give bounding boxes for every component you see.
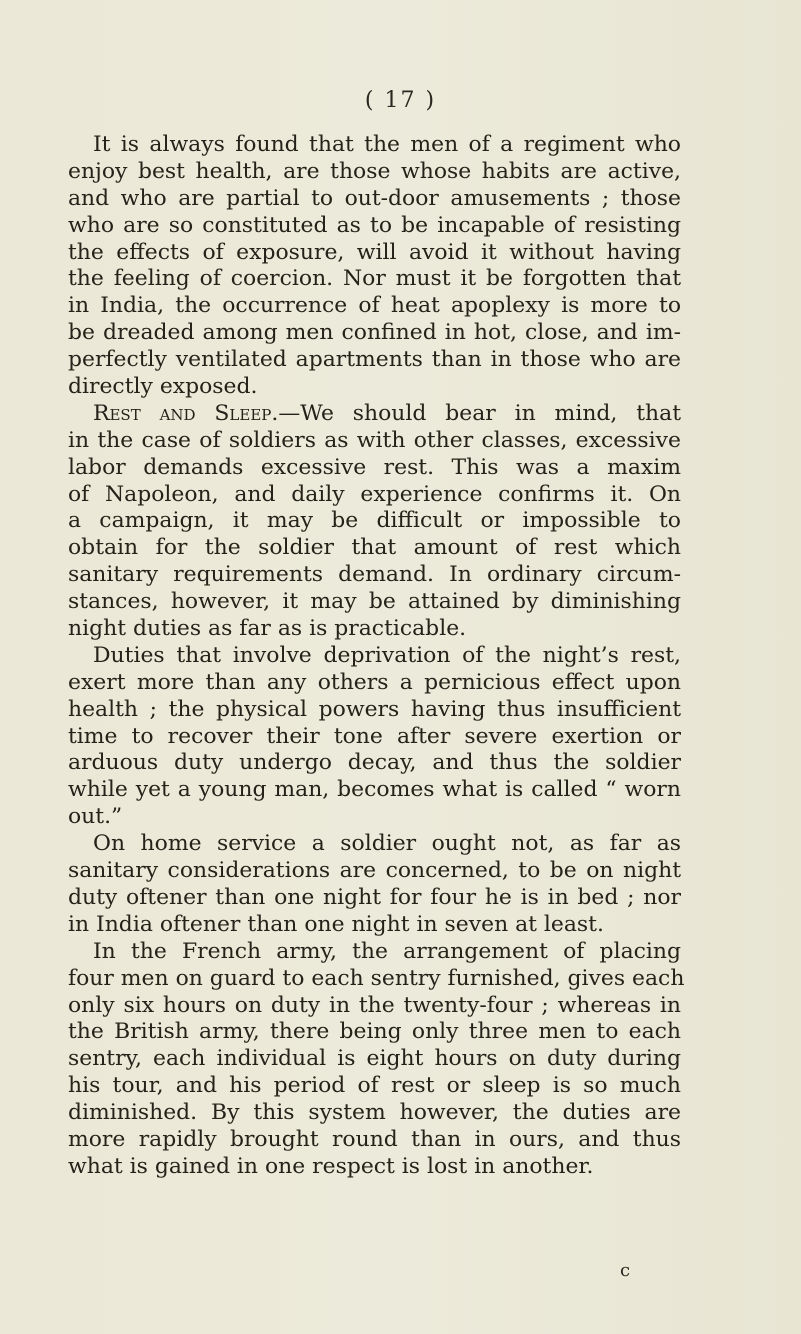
text-line: the British army, there being only three men to each [68,1019,681,1045]
text-line: sanitary requirements demand. In ordinary circum- [68,562,681,588]
text-line: in India oftener than one night in seven at least. [68,911,604,937]
text-line: and who are partial to out-door amusements ; those [68,185,681,211]
text-line: duty oftener than one night for four he is in bed ; nor [68,884,681,910]
text-line: directly exposed. [68,374,258,400]
section-heading-line [68,401,681,428]
text-line: perfectly ventilated apartments than in those who are [68,347,681,373]
text-line: night duties as far as is practicable. [68,616,467,642]
text-line: who are so constituted as to be incapable of resisting [68,212,681,238]
signature-mark: c [620,1260,631,1281]
text-line: time to recover their tone after severe exertion or [68,723,681,749]
text-line: only six hours on duty in the twenty-four ; whereas in [68,992,681,1018]
text-line: what is gained in one respect is lost in another. [68,1153,594,1179]
text-line: stances, however, it may be attained by diminishing [68,589,681,615]
text-line: In the French army, the arrangement of placing [93,938,681,964]
text-line: Duties that involve deprivation of the night’s rest, [93,642,681,668]
body-text [68,132,685,1181]
text-line: enjoy best health, are those whose habits are active, [68,158,681,184]
text-line: health ; the physical powers having thus insufficient [68,696,681,722]
text-line: sanitary considerations are concerned, to be on night [68,858,681,884]
text-line: out.” [68,804,123,830]
text-line: diminished. By this system however, the duties are [68,1100,681,1126]
text-line: be dreaded among men confined in hot, close, and im- [68,320,681,346]
text-line: his tour, and his period of rest or sleep is so much [68,1073,681,1099]
text-line: It is always found that the men of a regiment who [93,132,681,157]
text-line: more rapidly brought round than in ours, and thus [68,1126,681,1152]
text-line: labor demands excessive rest. This was a maxim [68,454,681,480]
text-line: four men on guard to each sentry furnished, gives each [68,965,685,991]
text-line: the effects of exposure, will avoid it without having [68,239,681,265]
text-line: in India, the occurrence of heat apoplexy is more to [68,293,681,319]
text-line: while yet a young man, becomes what is called “ worn [68,777,681,803]
page-number: ( 17 ) [364,88,437,113]
text-line: in the case of soldiers as with other classes, excessive [68,427,681,453]
section-heading: Rest and Sleep. [93,400,279,426]
text-line: sentry, each individual is eight hours on duty during [68,1046,681,1072]
text-line: obtain for the soldier that amount of rest which [68,535,681,561]
text-line: of Napoleon, and daily experience confirms it. On [68,481,681,507]
text-line: a campaign, it may be difficult or impossible to [68,508,681,534]
text-line: arduous duty undergo decay, and thus the soldier [68,750,681,776]
text-run: —We should bear in mind, that [278,400,681,426]
text-line: On home service a soldier ought not, as far as [93,831,681,857]
text-line: exert more than any others a pernicious effect upon [68,669,681,695]
text-line: the feeling of coercion. Nor must it be forgotten that [68,266,681,292]
